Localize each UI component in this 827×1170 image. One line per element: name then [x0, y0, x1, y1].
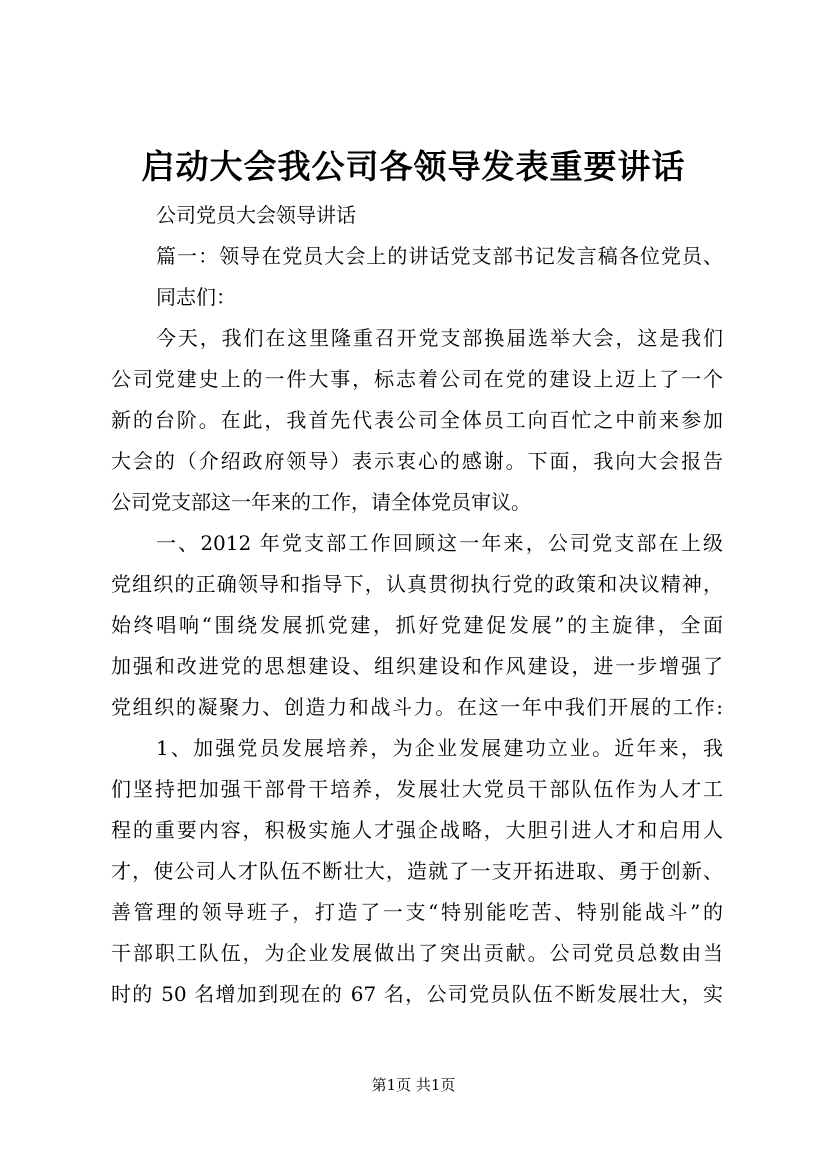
paragraph-line: 们坚持把加强干部骨干培养，发展壮大党员干部队伍作为人才工	[111, 777, 723, 801]
paragraph-line: 时的 50 名增加到现在的 67 名，公司党员队伍不断发展壮大，实	[111, 982, 723, 1006]
document-title: 启动大会我公司各领导发表重要讲话	[141, 147, 686, 186]
subtitle-line: 公司党员大会领导讲话	[156, 203, 356, 227]
paragraph-line: 才，使公司人才队伍不断壮大，造就了一支开拓进取、勇于创新、	[111, 859, 723, 883]
paragraph-line: 新的台阶。在此，我首先代表公司全体员工向百忙之中前来参加	[111, 408, 723, 432]
paragraph-line: 党组织的凝聚力、创造力和战斗力。在这一年中我们开展的工作:	[111, 695, 723, 719]
paragraph-line: 干部职工队伍，为企业发展做出了突出贡献。公司党员总数由当	[111, 941, 723, 965]
paragraph-line: 一、2012 年党支部工作回顾这一年来，公司党支部在上级	[156, 531, 723, 555]
paragraph-line: 篇一：领导在党员大会上的讲话党支部书记发言稿各位党员、	[156, 244, 723, 268]
paragraph-line: 程的重要内容，积极实施人才强企战略，大胆引进人才和启用人	[111, 818, 723, 842]
paragraph-line: 1、加强党员发展培养，为企业发展建功立业。近年来，我	[156, 736, 723, 760]
paragraph-line: 加强和改进党的思想建设、组织建设和作风建设，进一步增强了	[111, 654, 723, 678]
paragraph-line: 善管理的领导班子，打造了一支“特别能吃苦、特别能战斗”的	[111, 900, 723, 924]
paragraph-line: 今天，我们在这里隆重召开党支部换届选举大会，这是我们	[156, 326, 723, 350]
paragraph-line: 公司党支部这一年来的工作，请全体党员审议。	[111, 490, 531, 514]
paragraph-line: 公司党建史上的一件大事，标志着公司在党的建设上迈上了一个	[111, 367, 723, 391]
paragraph-line: 同志们：	[156, 285, 236, 309]
paragraph-line: 大会的（介绍政府领导）表示衷心的感谢。下面，我向大会报告	[111, 449, 723, 473]
page-footer: 第1页 共1页	[371, 1076, 456, 1094]
paragraph-line: 党组织的正确领导和指导下，认真贯彻执行党的政策和决议精神，	[111, 572, 723, 596]
paragraph-line: 始终唱响“围绕发展抓党建，抓好党建促发展”的主旋律，全面	[111, 613, 723, 637]
document-body	[111, 195, 723, 1015]
